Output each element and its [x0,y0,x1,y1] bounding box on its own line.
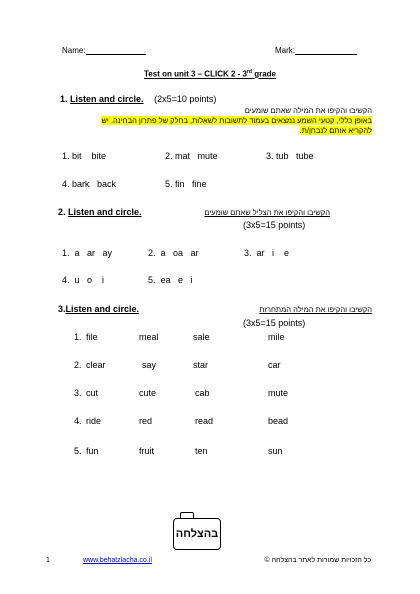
section1-title: Listen and circle. [70,94,144,104]
s3-row-number: 2. [74,360,82,370]
name-label: Name: [62,46,86,55]
page-number: 1 [46,557,50,564]
section2-heading [58,207,142,217]
s1-item-5[interactable]: 5. fin fine [165,179,207,189]
website-url[interactable]: www.behatzlacha.co.il [83,557,152,564]
section3-points: (3x5=15 points) [243,318,306,328]
website-link[interactable] [83,557,152,564]
title-sup: rd [246,69,252,75]
s3-word[interactable]: read [195,416,214,426]
mark-label: Mark: [275,46,295,55]
s3-word[interactable]: sale [193,332,210,342]
s2-item-4[interactable]: 4. u o i [62,275,105,285]
s3-word[interactable]: car [268,360,281,370]
s3-row-number: 1. [74,332,82,342]
s2-item-5[interactable]: 5. ea e i [148,275,193,285]
section3-number: 3. [58,304,66,314]
section1-heading [60,94,216,104]
s3-word[interactable]: file [86,332,98,342]
mark-blank[interactable] [295,45,357,55]
s3-word[interactable]: clear [86,360,106,370]
s2-item-1[interactable]: 1. a ar ay [62,248,113,258]
section3-heading [58,304,139,314]
copyright-notice: כל הזכויות שמורות לאתר בהצלחה © [264,557,371,564]
s3-row-number: 3. [74,388,82,398]
behatzlacha-logo [173,518,221,550]
section3-title: Listen and circle. [65,304,140,314]
s3-word[interactable]: cut [86,388,99,398]
section2-points: (3x5=15 points) [243,220,306,230]
logo-text: בהצלחה [175,528,219,540]
section2-hebrew-instruction: הקשיבו והקיפו את הצליל שאתם שומעים [204,208,330,217]
s3-word[interactable]: star [193,360,209,370]
s3-word[interactable]: fun [86,446,99,456]
section1-hebrew-instruction: הקשיבו והקיפו את המילה שאתם שומעים [244,106,372,115]
note-line2-text: להקריא אותם לנבחן/ת. [299,126,372,135]
s1-item-3[interactable]: 3. tub tube [266,151,314,161]
s3-word[interactable]: red [139,416,153,426]
s2-item-3[interactable]: 3. ar i e [244,248,290,258]
s3-row-number: 5. [74,446,82,456]
section2-number: 2. [58,207,66,217]
s3-word[interactable]: meal [139,332,159,342]
s3-word[interactable]: bead [268,416,289,426]
s3-word[interactable]: ten [195,446,208,456]
mark-field [275,45,357,55]
title-grade: grade [251,69,276,79]
s1-item-1[interactable]: 1. bit bite [62,151,107,161]
section1-note-line1 [101,116,372,125]
section1-points: (2x5=10 points) [154,94,217,104]
note-line1-text: באופן כללי, קטעי השמע נמצאים בעמוד לתשובות לשאלות, בחלק של פתרון הבחינה. יש [101,116,372,125]
s1-item-2[interactable]: 2. mat mute [165,151,218,161]
section3-hebrew-instruction: הקשיבו והקיפו את המילה המתחרזת [259,305,372,314]
s1-item-4[interactable]: 4. bark back [62,179,117,189]
s3-word[interactable]: ride [86,416,102,426]
section2-title: Listen and circle. [68,207,142,217]
s3-word[interactable]: mute [268,388,289,398]
s3-word[interactable]: mile [268,332,285,342]
test-title [0,69,420,79]
s2-item-2[interactable]: 2. a oa ar [148,248,199,258]
s3-word[interactable]: cute [139,388,157,398]
section1-note-line2 [300,126,372,135]
s3-word[interactable]: say [142,360,157,370]
s3-word[interactable]: fruit [139,446,155,456]
s3-row-number: 4. [74,416,82,426]
s3-word[interactable]: cab [195,388,210,398]
s3-word[interactable]: sun [268,446,283,456]
title-main: Test on unit 3 – CLICK 2 - 3 [144,69,247,79]
section1-number: 1. [60,94,68,104]
name-field [62,45,146,55]
name-blank[interactable] [86,45,146,55]
